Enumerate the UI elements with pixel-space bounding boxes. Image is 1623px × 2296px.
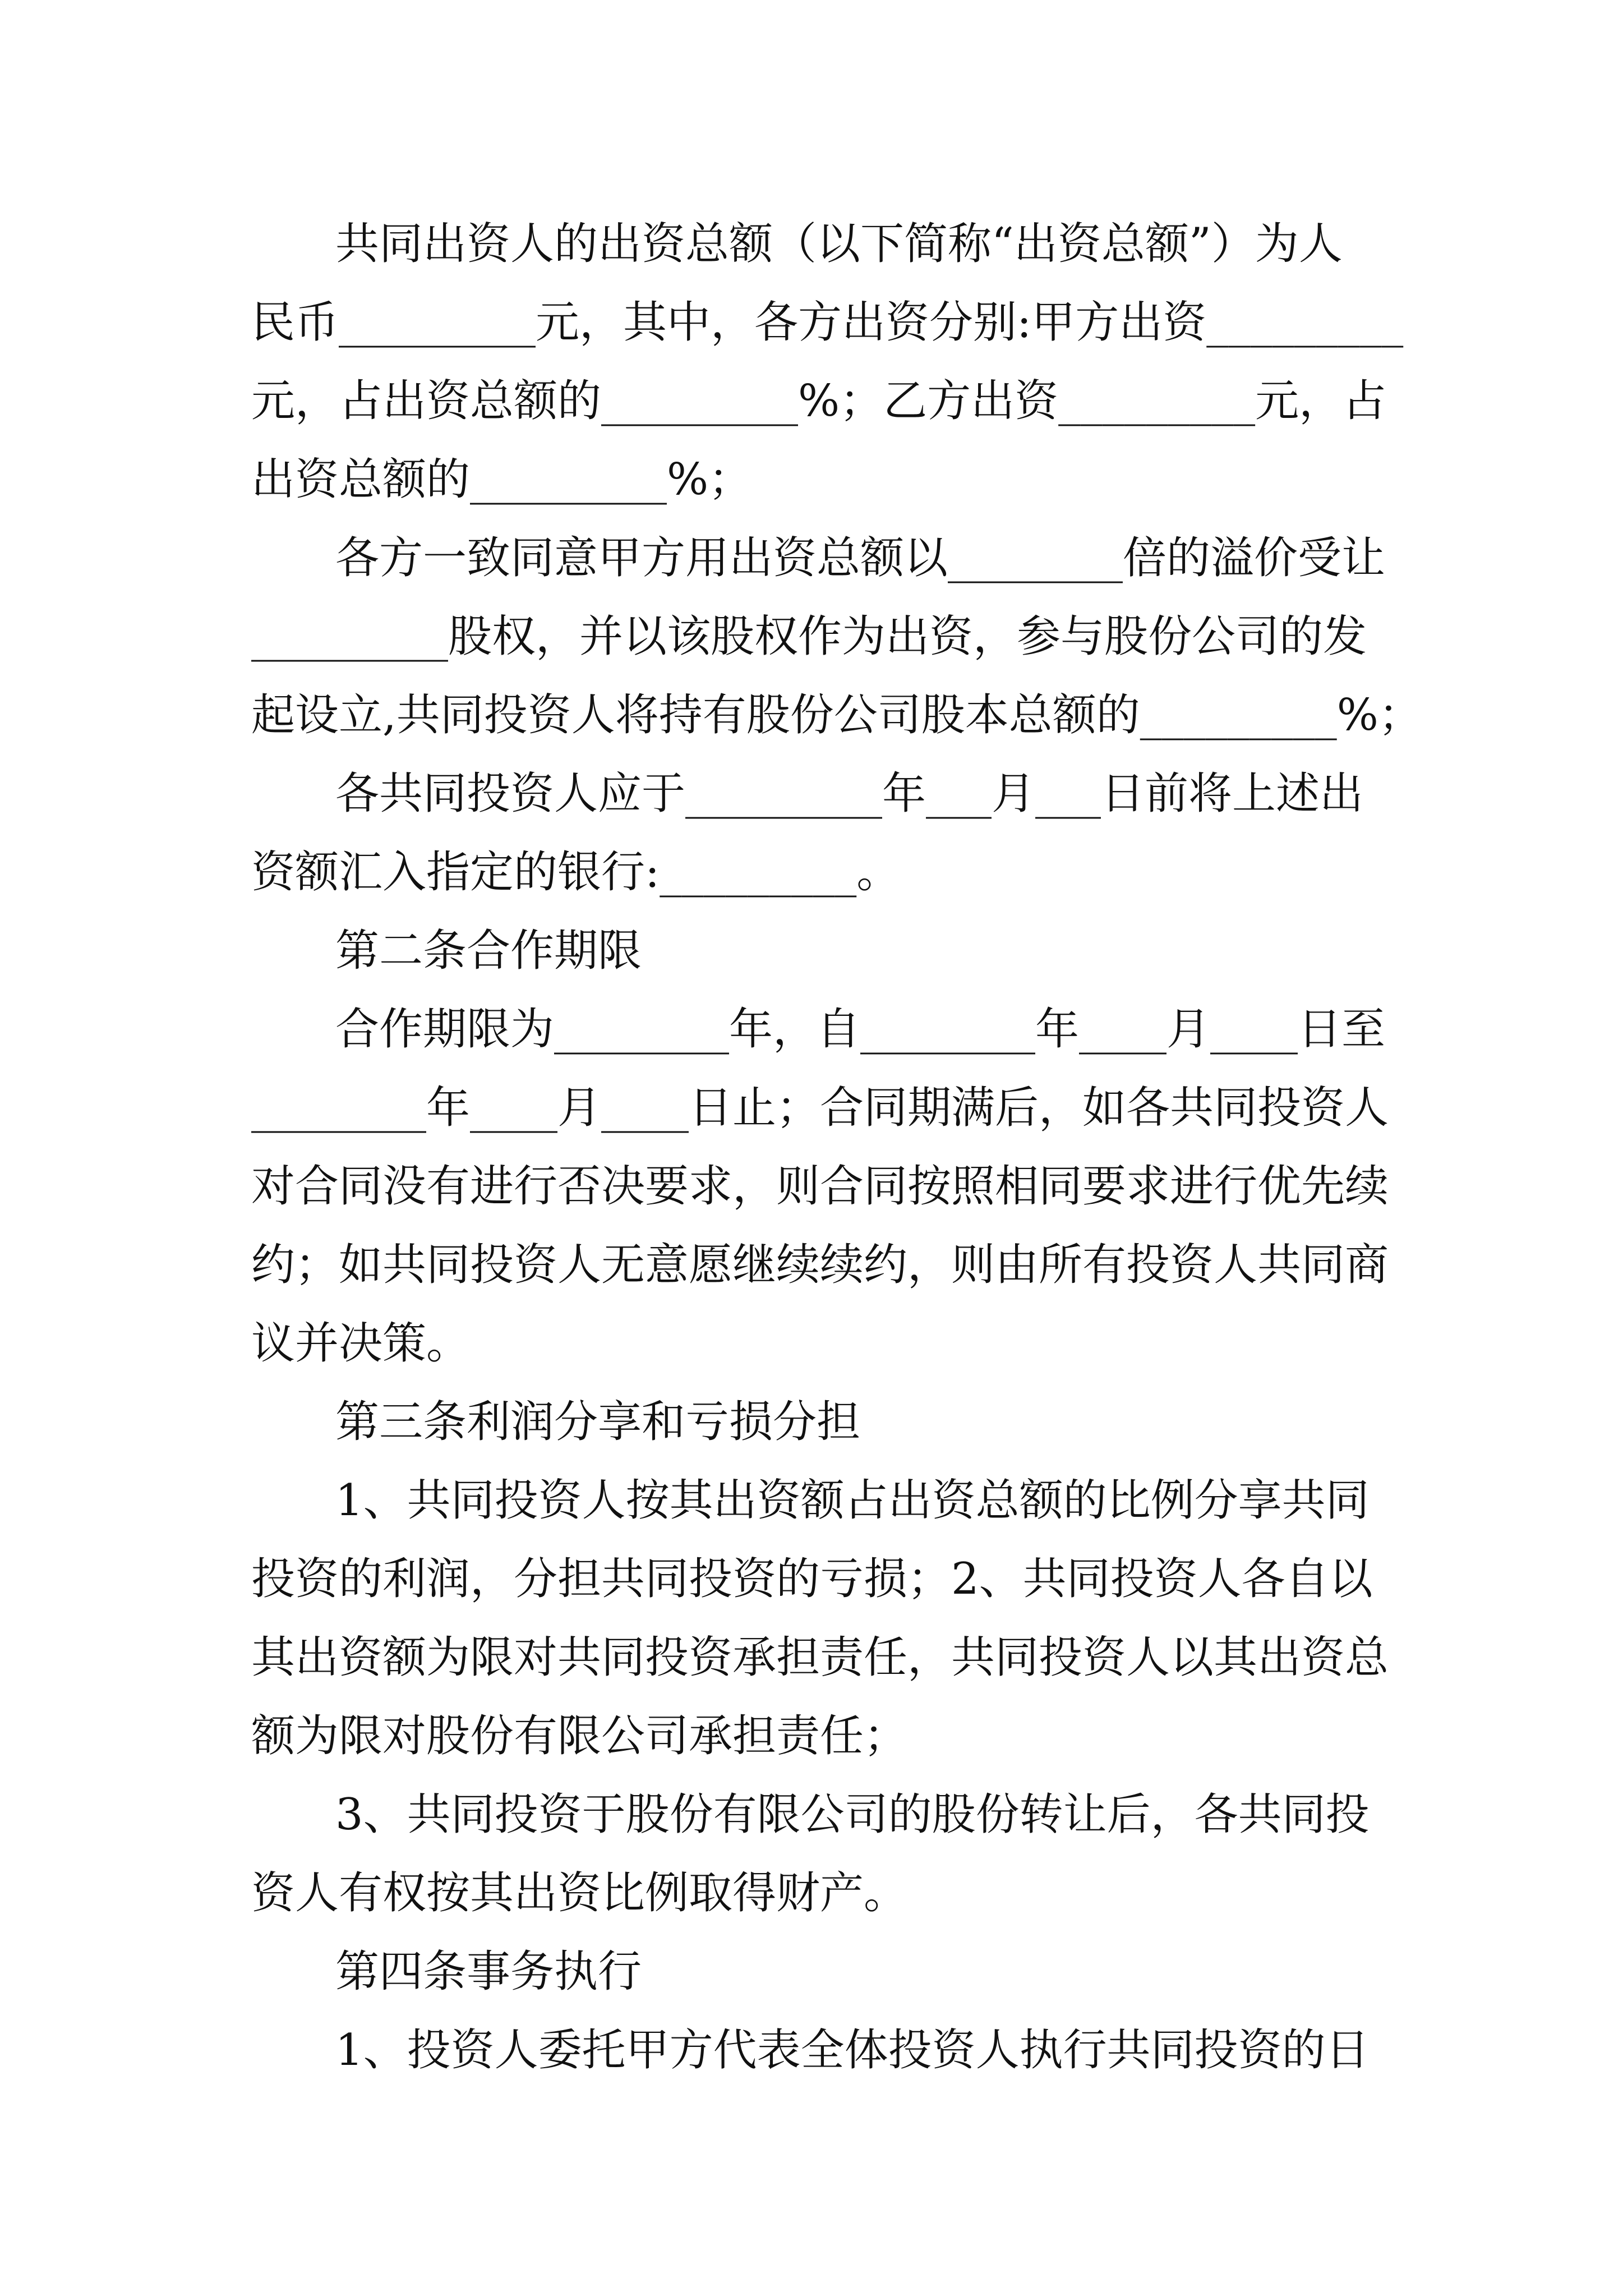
text-line: _________股权，并以该股权作为出资，参与股份公司的发	[251, 611, 1367, 662]
text-line: 其出资额为限对共同投资承担责任，共同投资人以其出资总	[251, 1632, 1389, 1683]
section-heading: 第四条事务执行	[335, 1947, 642, 1997]
text-line: 对合同没有进行否决要求，则合同按照相同要求进行优先续	[251, 1161, 1389, 1212]
text-line: 议并决策。	[251, 1318, 471, 1369]
text-line: 约；如共同投资人无意愿继续续约，则由所有投资人共同商	[251, 1240, 1389, 1290]
text-line: 3、共同投资于股份有限公司的股份转让后，各共同投	[335, 1789, 1370, 1840]
text-line: 起设立,共同投资人将持有股份公司股本总额的_________%；	[251, 690, 1422, 740]
text-line: 额为限对股份有限公司承担责任；	[251, 1711, 908, 1761]
text-line: 资人有权按其出资比例取得财产。	[251, 1868, 908, 1918]
text-line: 资额汇入指定的银行:_________。	[251, 847, 901, 898]
text-line: 合作期限为________年，自________年____月____日至	[335, 1004, 1386, 1055]
text-line: 投资的利润，分担共同投资的亏损；2、共同投资人各自以	[251, 1554, 1373, 1604]
text-line: 1、共同投资人按其出资额占出资总额的比例分享共同	[335, 1475, 1370, 1526]
text-line: 共同出资人的出资总额（以下简称“出资总额”）为人	[335, 219, 1343, 269]
text-line: 各方一致同意甲方用出资总额以________倍的溢价受让	[335, 533, 1386, 583]
text-line: 元，占出资总额的_________%；乙方出资_________元，占	[251, 376, 1387, 426]
text-line: 出资总额的_________%；	[251, 454, 753, 505]
text-line: 1、投资人委托甲方代表全体投资人执行共同投资的日	[335, 2025, 1370, 2076]
text-line: 各共同投资人应于_________年___月___日前将上述出	[335, 769, 1364, 819]
text-line: ________年____月____日止；合同期满后，如各共同投资人	[251, 1083, 1389, 1133]
section-heading: 第二条合作期限	[335, 926, 642, 976]
section-heading: 第三条利润分享和亏损分担	[335, 1397, 861, 1447]
text-line: 民币_________元，其中，各方出资分别:甲方出资_________	[251, 297, 1404, 348]
